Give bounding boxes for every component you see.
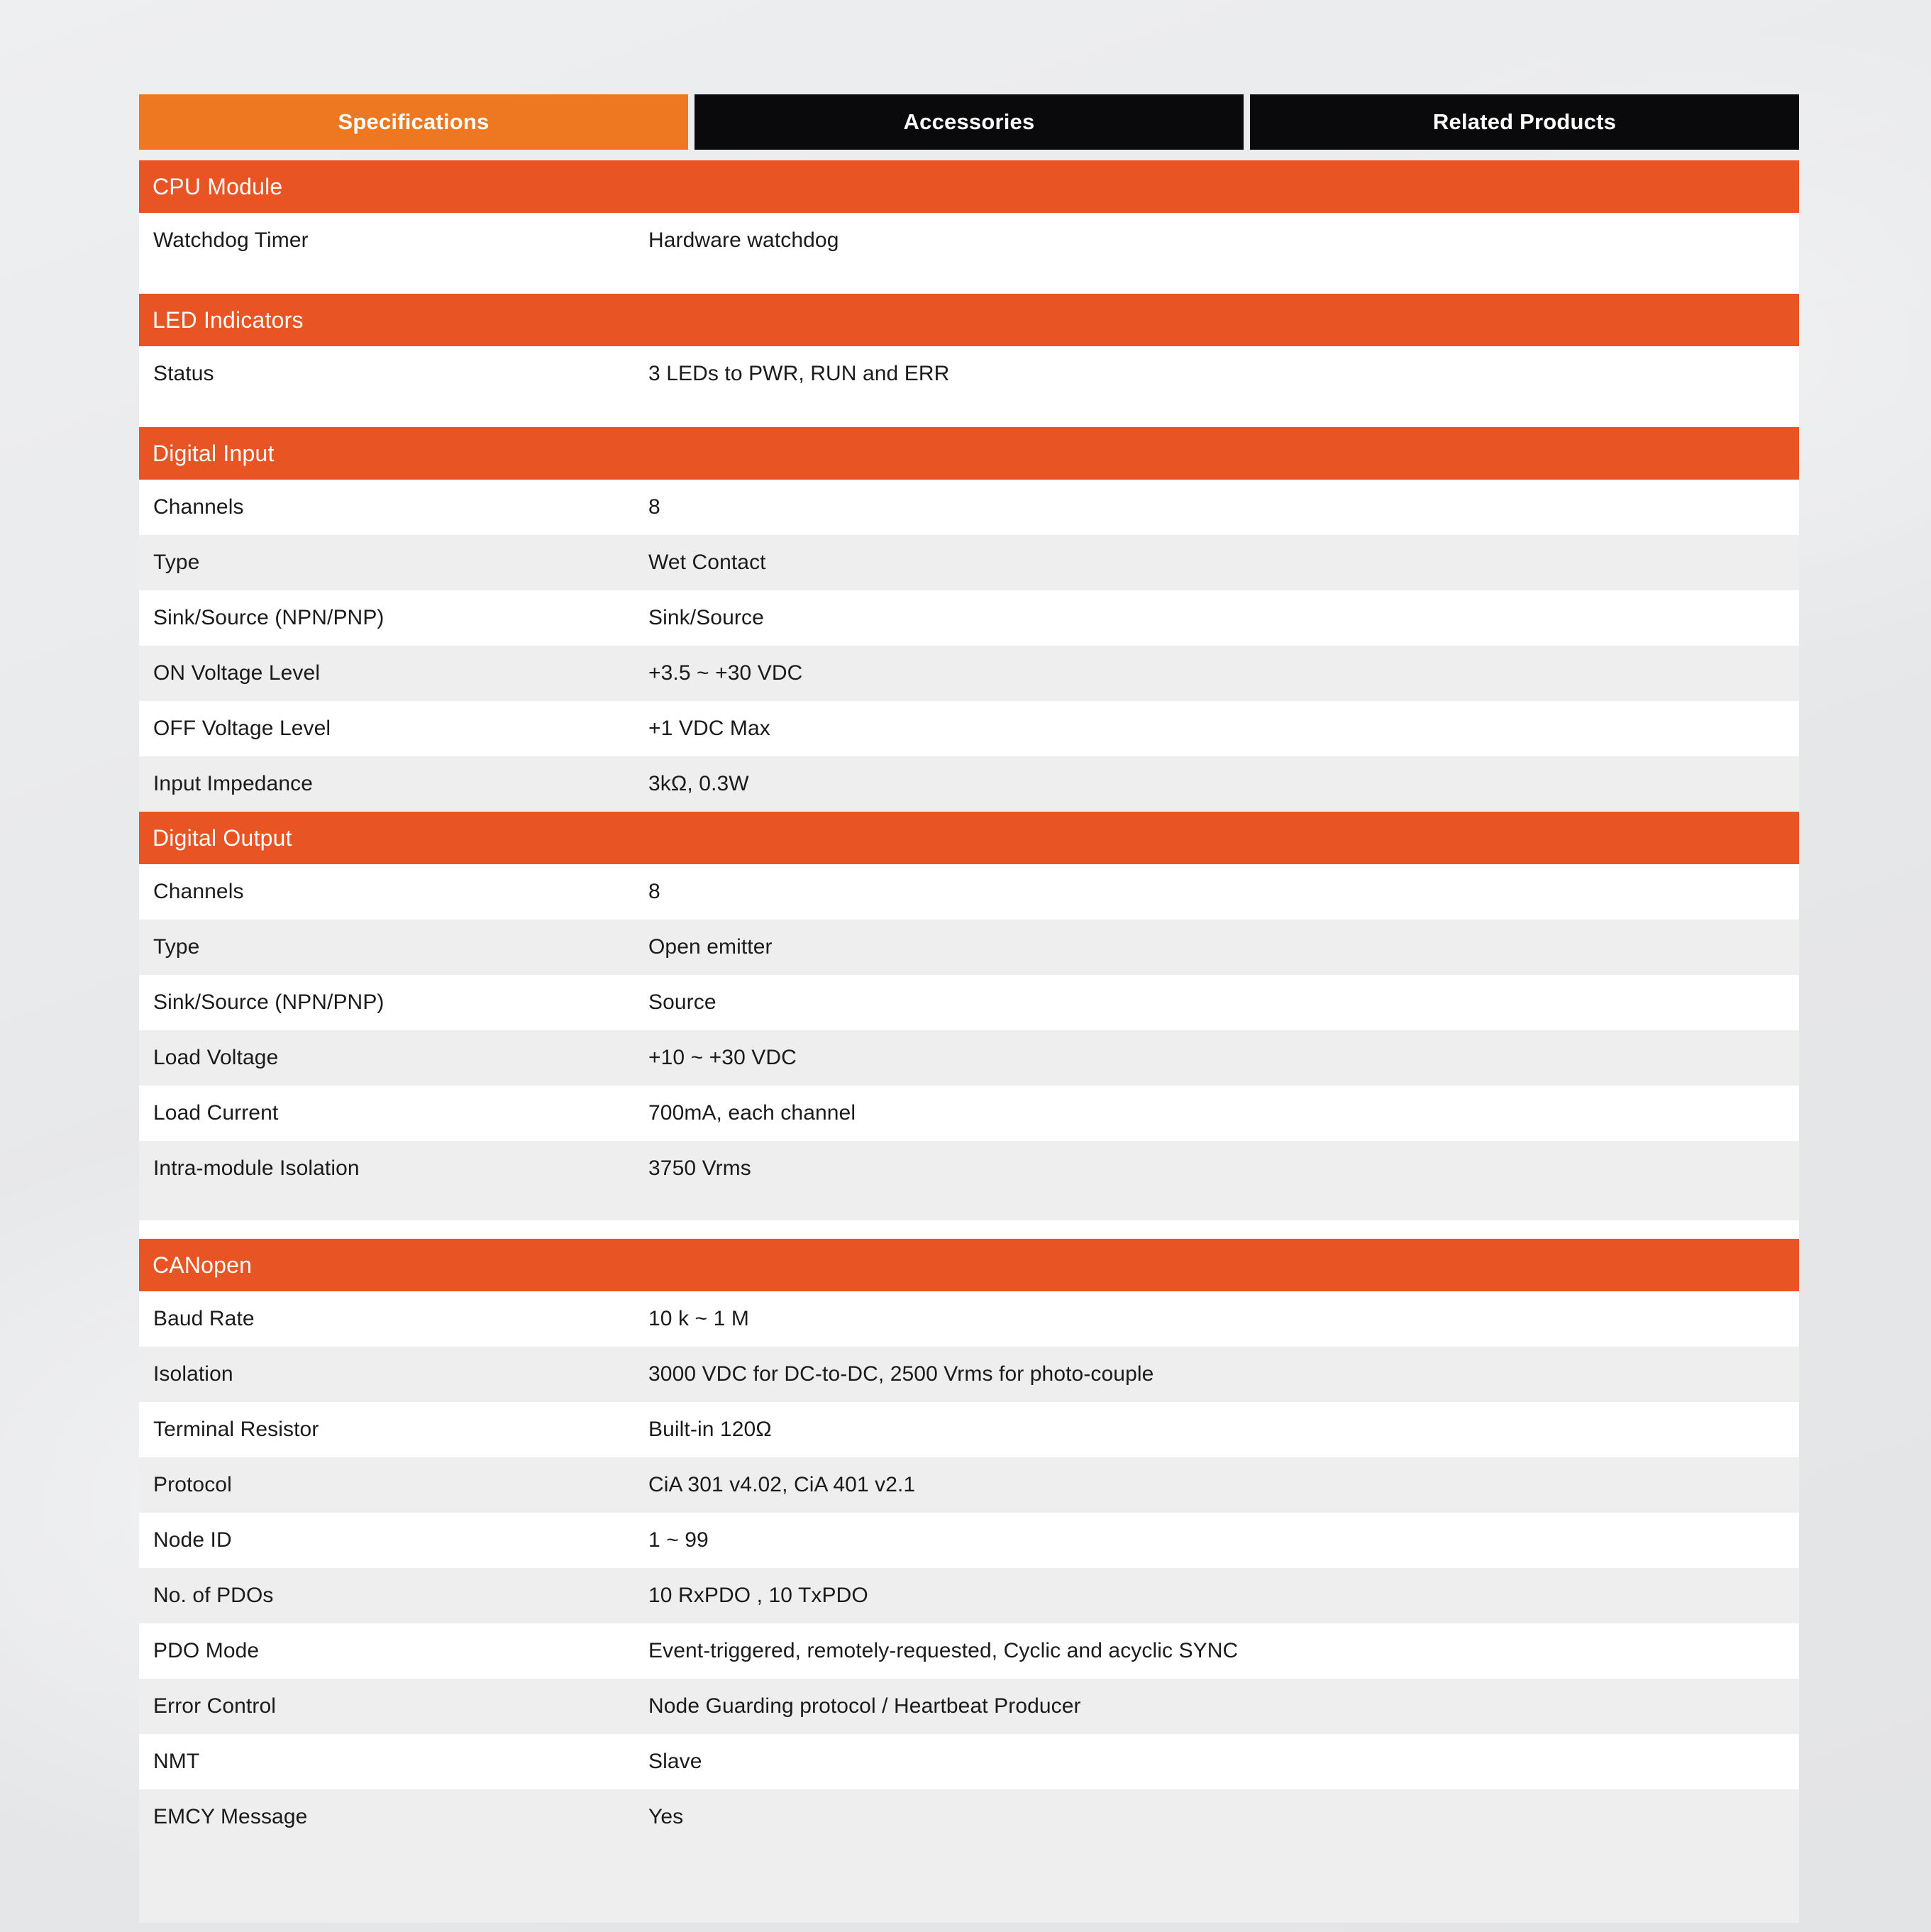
row-label: Sink/Source (NPN/PNP) [153, 606, 384, 629]
row-value: +1 VDC Max [648, 717, 770, 740]
tab-specifications-label: Specifications [338, 109, 489, 134]
section-title: CANopen [153, 1252, 253, 1278]
row-label: Protocol [153, 1473, 232, 1496]
row-label: No. of PDOs [153, 1584, 274, 1607]
row-value: Wet Contact [648, 551, 766, 574]
row-label: Error Control [153, 1694, 277, 1718]
row-value: Node Guarding protocol / Heartbeat Producer [648, 1694, 1081, 1718]
row-value: 3000 VDC for DC-to-DC, 2500 Vrms for photo-couple [648, 1362, 1154, 1386]
table-row [139, 701, 1799, 756]
section-title: CPU Module [153, 174, 283, 199]
row-label: Channels [153, 495, 244, 519]
table-row [139, 346, 1799, 402]
section-title: Digital Output [153, 825, 292, 851]
section-title: Digital Input [153, 441, 275, 466]
table-row [139, 1513, 1799, 1568]
table-row [139, 1734, 1799, 1789]
row-label: ON Voltage Level [153, 661, 321, 685]
row-value: Slave [648, 1750, 702, 1773]
section-header-digital-output [139, 812, 1799, 864]
row-label: Isolation [153, 1362, 233, 1386]
section-spacer [139, 268, 1799, 294]
section-spacer [139, 402, 1799, 427]
table-row [139, 1457, 1799, 1513]
row-label: PDO Mode [153, 1639, 260, 1662]
row-label: Node ID [153, 1528, 232, 1552]
tab-related-products-label: Related Products [1432, 109, 1617, 134]
row-value: Event-triggered, remotely-requested, Cyclic and acyclic SYNC [648, 1639, 1239, 1662]
spec-content-area [139, 94, 1799, 1923]
row-label: Status [153, 362, 214, 385]
table-row [139, 920, 1799, 975]
row-label: Type [153, 551, 200, 574]
specifications-table [139, 160, 1799, 1923]
row-label: NMT [153, 1750, 200, 1773]
table-row [139, 213, 1799, 268]
table-row [139, 864, 1799, 920]
row-value: 700mA, each channel [648, 1101, 856, 1125]
table-tail-spacer [139, 1845, 1799, 1923]
row-value: Open emitter [648, 935, 773, 959]
row-value: 8 [648, 880, 660, 903]
row-value: 1 ~ 99 [648, 1528, 709, 1552]
table-row [139, 975, 1799, 1030]
row-label: Terminal Resistor [153, 1418, 319, 1441]
row-label: Intra-module Isolation [153, 1157, 360, 1180]
section-header-led-indicators [139, 294, 1799, 346]
tab-related-products[interactable] [1250, 94, 1799, 150]
table-row [139, 1141, 1799, 1196]
tab-specifications[interactable] [139, 94, 688, 150]
table-row [139, 480, 1799, 535]
row-label: OFF Voltage Level [153, 717, 331, 740]
row-value: 10 RxPDO , 10 TxPDO [648, 1584, 868, 1607]
row-value: 8 [648, 495, 660, 519]
row-value: +10 ~ +30 VDC [648, 1046, 797, 1069]
row-value: Yes [648, 1805, 684, 1828]
section-header-digital-input [139, 427, 1799, 480]
row-value: CiA 301 v4.02, CiA 401 v2.1 [648, 1473, 916, 1496]
table-row [139, 1568, 1799, 1623]
tab-bar [139, 94, 1799, 150]
table-row [139, 1402, 1799, 1457]
section-spacer [139, 1196, 1799, 1220]
row-label: Channels [153, 880, 244, 903]
row-value: 10 k ~ 1 M [648, 1307, 749, 1330]
section-header-canopen [139, 1239, 1799, 1291]
row-label: Watchdog Timer [153, 228, 309, 252]
tab-accessories[interactable] [695, 94, 1244, 150]
table-row [139, 1291, 1799, 1347]
table-row [139, 1679, 1799, 1734]
row-label: Input Impedance [153, 772, 313, 795]
row-label: Load Current [153, 1101, 279, 1125]
table-row [139, 1347, 1799, 1402]
table-row [139, 646, 1799, 701]
row-label: Sink/Source (NPN/PNP) [153, 990, 384, 1014]
tab-accessories-label: Accessories [903, 109, 1035, 134]
row-label: Load Voltage [153, 1046, 279, 1069]
row-value: Built-in 120Ω [648, 1418, 772, 1441]
row-value: 3750 Vrms [648, 1157, 751, 1180]
section-spacer [139, 1220, 1799, 1239]
section-title: LED Indicators [153, 307, 304, 333]
table-row [139, 1789, 1799, 1845]
row-label: Baud Rate [153, 1307, 255, 1330]
row-label: EMCY Message [153, 1805, 308, 1828]
section-header-cpu-module [139, 160, 1799, 213]
row-value: +3.5 ~ +30 VDC [648, 661, 803, 685]
row-value: Sink/Source [648, 606, 764, 629]
row-value: 3kΩ, 0.3W [648, 772, 749, 795]
table-row [139, 1086, 1799, 1141]
row-label: Type [153, 935, 200, 959]
table-row [139, 535, 1799, 590]
row-value: Source [648, 990, 716, 1014]
table-row [139, 1030, 1799, 1086]
table-row [139, 756, 1799, 812]
table-row [139, 590, 1799, 646]
row-value: Hardware watchdog [648, 228, 839, 252]
row-value: 3 LEDs to PWR, RUN and ERR [648, 362, 950, 385]
table-row [139, 1623, 1799, 1679]
